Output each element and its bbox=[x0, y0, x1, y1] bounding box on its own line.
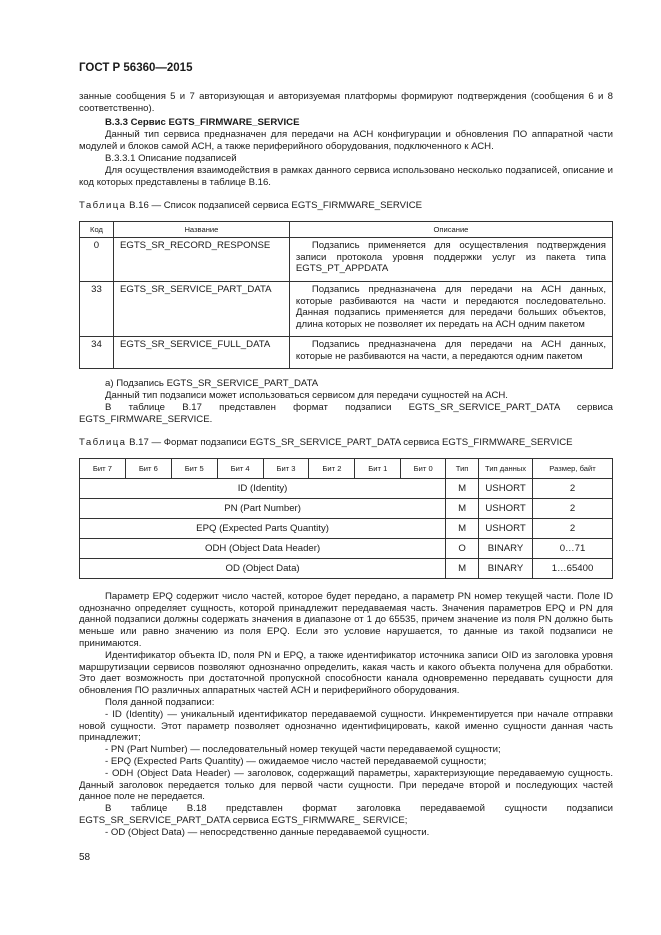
header-bit0: Бит 0 bbox=[401, 459, 446, 479]
cell-name: EGTS_SR_SERVICE_FULL_DATA bbox=[113, 337, 289, 369]
cell-code: 33 bbox=[80, 282, 114, 337]
header-bit4: Бит 4 bbox=[217, 459, 263, 479]
cell-field: ID (Identity) bbox=[80, 479, 446, 499]
table-row bbox=[80, 519, 613, 539]
table-row bbox=[80, 282, 613, 337]
cell-type: M bbox=[446, 499, 479, 519]
paragraph-subrecords-intro: Для осуществления взаимодействия в рамках данного сервиса использовано несколько подзаписей, описание и код которых представлены в таблице B.16. bbox=[79, 165, 613, 188]
caption-text: B.17 — Формат подзаписи EGTS_SR_SERVICE_PART_DATA сервиса EGTS_FIRMWARE_SERVICE bbox=[126, 437, 573, 448]
cell-size: 2 bbox=[533, 499, 613, 519]
field-odh-description: - ODH (Object Data Header) — заголовок, содержащий параметры, характеризующие передаваемую сущность. Данный заголовок передается только для первой части сущности. При передаче второй и последующих частей данное поле не передается. bbox=[79, 768, 613, 803]
cell-field: PN (Part Number) bbox=[80, 499, 446, 519]
cell-size: 1…65400 bbox=[533, 559, 613, 579]
field-epq-description: - EPQ (Expected Parts Quantity) — ожидаемое число частей передаваемой сущности; bbox=[105, 756, 487, 767]
table-b17 bbox=[79, 458, 613, 579]
cell-code: 34 bbox=[80, 337, 114, 369]
cell-description: Подзапись предназначена для передачи на АСН данных, которые не разбиваются на части, а передаются одним пакетом bbox=[289, 337, 612, 369]
cell-field: OD (Object Data) bbox=[80, 559, 446, 579]
table-row bbox=[80, 238, 613, 282]
table-row bbox=[80, 559, 613, 579]
cell-type: M bbox=[446, 559, 479, 579]
header-data-type: Тип данных bbox=[479, 459, 533, 479]
paragraph-table-b18-ref: В таблице B.18 представлен формат заголовка передаваемой сущности подзаписи EGTS_SR_SERVICE_PART_DATA сервиса EGTS_FIRMWARE_ SERVICE; bbox=[79, 803, 613, 826]
cell-description: Подзапись применяется для осуществления подтверждения записи протокола уровня поддержки услуг из пакета типа EGTS_PT_APPDATA bbox=[289, 238, 612, 282]
table16-caption bbox=[79, 200, 422, 212]
cell-field: ODH (Object Data Header) bbox=[80, 539, 446, 559]
cell-size: 2 bbox=[533, 479, 613, 499]
cell-size: 2 bbox=[533, 519, 613, 539]
subsection-heading-b331: B.3.3.1 Описание подзаписей bbox=[105, 153, 237, 164]
section-heading-b33: B.3.3 Сервис EGTS_FIRMWARE_SERVICE bbox=[105, 117, 300, 128]
field-pn-description: - PN (Part Number) — последовательный номер текущей части передаваемой сущности; bbox=[105, 744, 501, 755]
cell-data-type: USHORT bbox=[479, 479, 533, 499]
caption-prefix: Таблица bbox=[79, 200, 127, 211]
cell-description: Подзапись предназначена для передачи на АСН данных, которые разбиваются на части и передаются последовательно. Данная подзапись применяется для передачи больших объектов, длина которых не позволяет их передать на АСН одним пакетом bbox=[289, 282, 612, 337]
header-bit5: Бит 5 bbox=[171, 459, 217, 479]
paragraph-continuation: занные сообщения 5 и 7 авторизующая и авторизуемая платформы формируют подтверждения (сообщения 6 и 8 соответственно). bbox=[79, 91, 613, 114]
cell-field: EPQ (Expected Parts Quantity) bbox=[80, 519, 446, 539]
table-row bbox=[80, 499, 613, 519]
field-od-description: - OD (Object Data) — непосредственно данные передаваемой сущности. bbox=[105, 827, 430, 838]
header-bit1: Бит 1 bbox=[355, 459, 401, 479]
header-bit7: Бит 7 bbox=[80, 459, 126, 479]
cell-type: M bbox=[446, 479, 479, 499]
subrecord-a-title: а) Подзапись EGTS_SR_SERVICE_PART_DATA bbox=[105, 378, 319, 389]
paragraph-epq-pn: Параметр EPQ содержит число частей, которое будет передано, а параметр PN номер текущей части. Поле ID однозначно определяет сущность, которой принадлежит передаваемая часть. Значения параметров EPQ и PN для данной подзаписи должны содержать значения в диапазоне от 1 до 65535, причем значение из поля PN должно быть меньше или равно значению из поля EPQ. Если это условие нарушается, то данные из такой подзаписи не принимаются. bbox=[79, 591, 613, 649]
cell-data-type: USHORT bbox=[479, 519, 533, 539]
cell-size: 0…71 bbox=[533, 539, 613, 559]
caption-prefix: Таблица bbox=[79, 437, 127, 448]
page-number: 58 bbox=[79, 852, 91, 863]
cell-data-type: USHORT bbox=[479, 499, 533, 519]
cell-type: O bbox=[446, 539, 479, 559]
subrecord-a-table-ref: В таблице B.17 представлен формат подзаписи EGTS_SR_SERVICE_PART_DATA сервиса EGTS_FIRMWARE_SERVICE. bbox=[79, 402, 613, 425]
cell-data-type: BINARY bbox=[479, 559, 533, 579]
header-code: Код bbox=[80, 222, 114, 238]
header-bit2: Бит 2 bbox=[309, 459, 355, 479]
table17-caption bbox=[79, 437, 573, 449]
paragraph-service-description: Данный тип сервиса предназначен для передачи на АСН конфигурации и обновления ПО аппаратной части модулей и блоков самой АСН, а также периферийного оборудования, подключенного к АСН. bbox=[79, 129, 613, 152]
header-type: Тип bbox=[446, 459, 479, 479]
table-header-row bbox=[80, 459, 613, 479]
header-bit6: Бит 6 bbox=[125, 459, 171, 479]
cell-data-type: BINARY bbox=[479, 539, 533, 559]
table-header-row bbox=[80, 222, 613, 238]
header-size: Размер, байт bbox=[533, 459, 613, 479]
field-id-description: - ID (Identity) — уникальный идентификатор передаваемой сущности. Инкрементируется при начале отправки новой сущности. Этот параметр позволяет однозначно идентифицировать, какой именно сущности данная часть принадлежит; bbox=[79, 709, 613, 744]
table-b16 bbox=[79, 221, 613, 369]
table-row bbox=[80, 539, 613, 559]
table-row bbox=[80, 479, 613, 499]
header-description: Описание bbox=[289, 222, 612, 238]
table-row bbox=[80, 337, 613, 369]
paragraph-identification: Идентификатор объекта ID, поля PN и EPQ, а также идентификатор источника записи OID из заголовка уровня маршрутизации сервисов позволяют однозначно определить, какая часть и какого объекта получена для обработки. Это дает возможность при достаточной пропускной способности канала одновременно передавать сущности для обновления ПО различных аппаратных частей АСН и периферийного оборудования. bbox=[79, 650, 613, 697]
caption-text: B.16 — Список подзаписей сервиса EGTS_FIRMWARE_SERVICE bbox=[126, 200, 423, 211]
standard-header: ГОСТ Р 56360—2015 bbox=[79, 62, 193, 74]
cell-type: M bbox=[446, 519, 479, 539]
cell-code: 0 bbox=[80, 238, 114, 282]
header-bit3: Бит 3 bbox=[263, 459, 309, 479]
header-name: Название bbox=[113, 222, 289, 238]
paragraph-fields-intro: Поля данной подзаписи: bbox=[105, 697, 215, 708]
cell-name: EGTS_SR_SERVICE_PART_DATA bbox=[113, 282, 289, 337]
subrecord-a-description: Данный тип подзаписи может использоваться сервисом для передачи сущностей на АСН. bbox=[105, 390, 508, 401]
cell-name: EGTS_SR_RECORD_RESPONSE bbox=[113, 238, 289, 282]
